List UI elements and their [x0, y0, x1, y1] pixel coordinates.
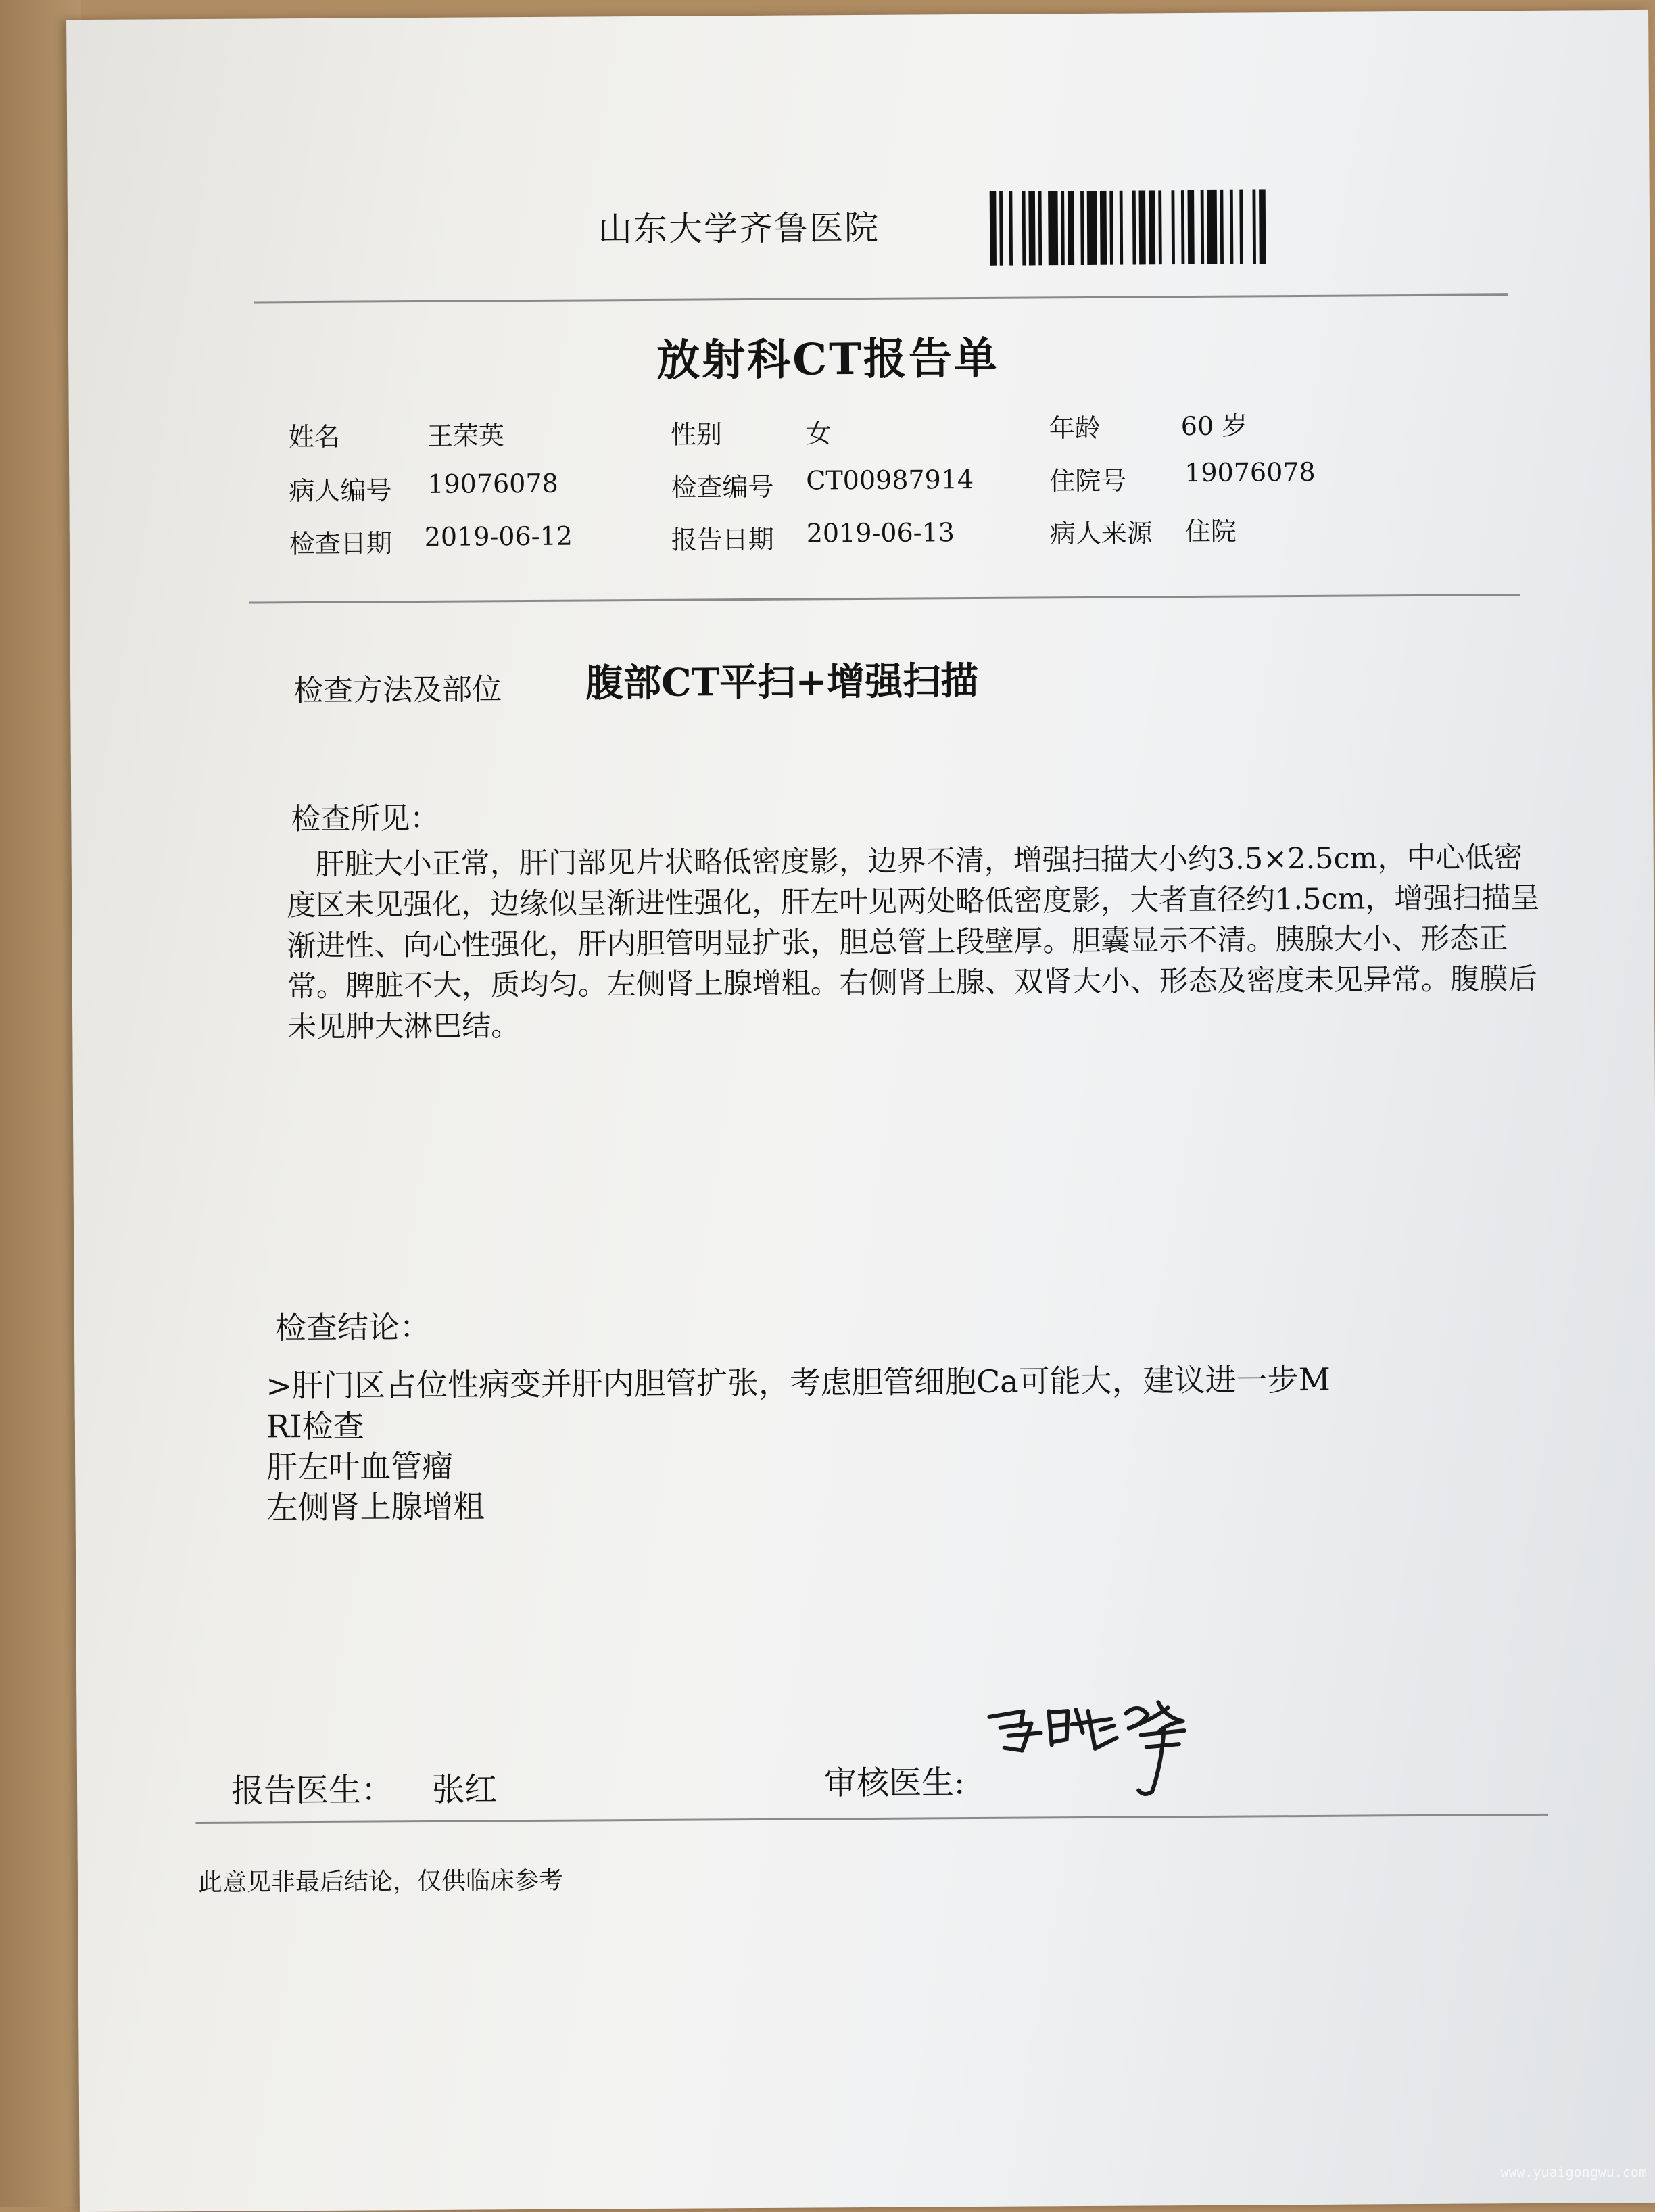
hospital-name: 山东大学齐鲁医院 — [598, 208, 880, 250]
reporting-doctor-label: 报告医生： — [231, 1771, 394, 1810]
exam-method-value: 腹部CT平扫+增强扫描 — [585, 658, 979, 706]
age-value: 60 岁 — [1180, 410, 1248, 442]
name-label: 姓名 — [288, 421, 341, 452]
info-divider — [249, 594, 1520, 603]
barcode-bar — [1028, 191, 1035, 265]
footer-divider — [195, 1814, 1548, 1824]
conclusion-label: 检查结论： — [274, 1308, 431, 1346]
reviewing-doctor-label: 审核医生: — [823, 1764, 965, 1803]
exam-date-label: 检查日期 — [289, 528, 393, 559]
barcode-bar — [1022, 191, 1026, 266]
barcode-bar — [1239, 190, 1243, 264]
barcode-bar — [1138, 190, 1145, 264]
barcode-bar — [1068, 191, 1074, 265]
barcode-bar — [1201, 190, 1204, 264]
barcode-bar — [1061, 191, 1064, 265]
inpatient-no-value: 19076078 — [1184, 456, 1316, 488]
exam-method-label: 检查方法及部位 — [293, 672, 502, 709]
exam-date-value: 2019-06-12 — [424, 521, 573, 552]
barcode-image — [987, 189, 1461, 266]
sex-label: 性别 — [670, 419, 723, 450]
header-divider — [254, 293, 1508, 303]
reporting-doctor-name: 张红 — [431, 1770, 498, 1809]
barcode-bar — [1158, 190, 1161, 264]
barcode-bar — [990, 191, 997, 266]
name-value: 王荣英 — [427, 421, 505, 451]
patient-no-value: 19076078 — [427, 468, 558, 499]
barcode-bar — [999, 191, 1003, 266]
conclusion-line: >肝门区占位性病变并肝内胆管扩张，考虑胆管细胞Ca可能大，建议进一步M — [266, 1361, 1330, 1405]
barcode-bar — [1132, 191, 1136, 265]
barcode-bar — [1087, 191, 1097, 265]
ct-report-sheet — [66, 10, 1655, 2212]
barcode-bar — [1149, 190, 1155, 264]
barcode-bar — [1259, 189, 1266, 264]
disclaimer-text: 此意见非最后结论，仅供临床参考 — [197, 1866, 564, 1898]
findings-text — [287, 837, 1545, 1048]
barcode-bar — [1230, 190, 1233, 264]
barcode-bar — [1109, 191, 1113, 265]
exam-no-label: 检查编号 — [671, 471, 774, 502]
conclusion-line: 肝左叶血管瘤 — [266, 1447, 454, 1486]
source-label: 病人来源 — [1049, 518, 1153, 549]
report-date-value: 2019-06-13 — [806, 517, 955, 548]
site-watermark: www.yuaigongwu.com — [1500, 2164, 1647, 2180]
conclusion-line: RI检查 — [266, 1407, 364, 1445]
barcode-bar — [1009, 191, 1012, 266]
barcode-bar — [1048, 191, 1058, 265]
conclusion-line: 左侧肾上腺增粗 — [266, 1488, 485, 1526]
barcode-bar — [1080, 191, 1084, 265]
barcode-bar — [1187, 190, 1194, 264]
barcode-bar — [1207, 190, 1217, 264]
barcode-bar — [1120, 191, 1123, 265]
inpatient-no-label: 住院号 — [1049, 465, 1127, 496]
report-date-label: 报告日期 — [671, 524, 774, 555]
exam-no-value: CT00987914 — [806, 464, 974, 496]
barcode-bar — [1181, 190, 1184, 264]
patient-no-label: 病人编号 — [289, 475, 392, 507]
report-title: 放射科CT报告单 — [656, 333, 999, 386]
findings-label: 检查所见： — [291, 801, 440, 837]
barcode-bar — [1220, 190, 1223, 264]
findings-paragraph: 肝脏大小正常，肝门部见片状略低密度影，边界不清，增强扫描大小约3.5×2.5cm，中心低密度区未见强化，边缘似呈渐进性强化，肝左叶见两处略低密度影，大者直径约1.5cm，增强扫描呈渐进性、向心性强化，肝内胆管明显扩张，胆总管上段壁厚。胆囊显示不清。胰腺大小、形态正常。脾脏不大，质均匀。左侧肾上腺增粗。右侧肾上腺、双肾大小、形态及密度未见异常。腹膜后未见肿大淋巴结。 — [286, 841, 1540, 1045]
source-value: 住院 — [1184, 516, 1237, 547]
barcode-bar — [1171, 190, 1174, 264]
barcode-bar — [1252, 189, 1255, 264]
barcode-bar — [1100, 191, 1107, 265]
age-label: 年龄 — [1049, 413, 1101, 444]
conclusion-text — [266, 1358, 1571, 1528]
barcode-bar — [1038, 191, 1042, 265]
reviewer-signature-image — [981, 1690, 1252, 1799]
sex-value: 女 — [805, 419, 832, 449]
